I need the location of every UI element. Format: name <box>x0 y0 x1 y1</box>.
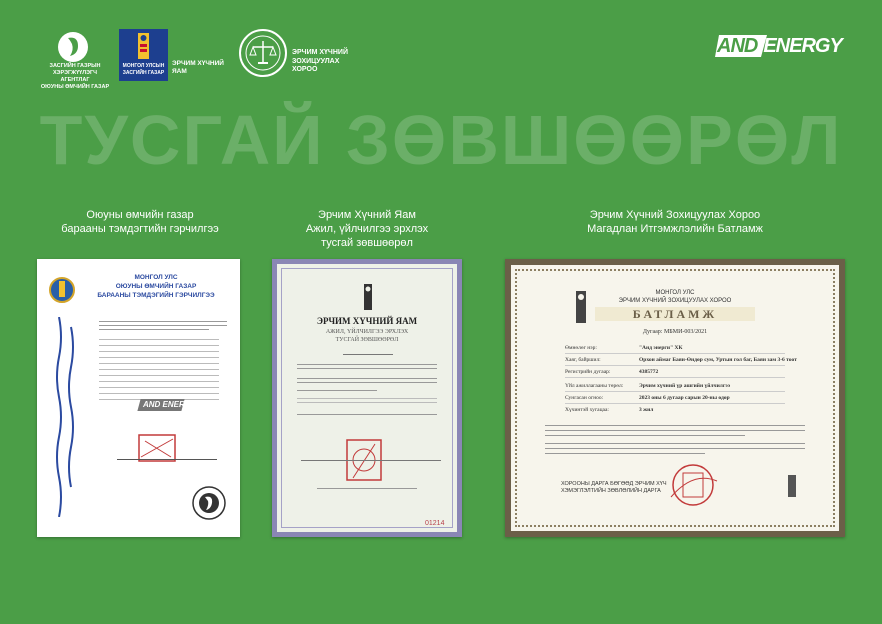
field-row <box>99 345 219 346</box>
trademark-heading: МОНГОЛ УЛС ОЮУНЫ ӨМЧИЙН ГАЗАР БАРААНЫ ТЭМДЭГИЙН ГЭРЧИЛГЭЭ <box>97 274 215 299</box>
signature-line <box>301 460 441 461</box>
text-line <box>545 430 805 431</box>
caption-commission-certificate: Эрчим Хүчний Зохицуулах Хороо Магадлан Итгэмжлэлийн Батламж <box>587 209 763 235</box>
text-line <box>297 402 437 403</box>
caption-ministry-license: Эрчим Хүчний Яам Ажил, үйлчилгээ эрхлэх тусгай зөвшөөрөл <box>305 209 429 249</box>
field-row <box>99 363 219 364</box>
text-line <box>297 414 437 415</box>
brand-name-part-2: ENERGY <box>763 35 842 57</box>
field-row-separator <box>565 377 785 378</box>
text-line <box>297 390 377 391</box>
text-line <box>545 453 705 454</box>
trademark-certificate <box>37 259 240 537</box>
regulatory-commission-emblem-icon <box>238 28 288 78</box>
text-line <box>297 382 437 383</box>
certificate-org: МОНГОЛ УЛС ЭРЧИМ ХҮЧНИЙ ЗОХИЦУУЛАХ ХОРОО <box>618 290 732 304</box>
field-value: 3 жил <box>639 407 654 413</box>
field-row <box>99 357 219 358</box>
text-line <box>99 329 209 330</box>
ip-office-logo <box>56 30 90 64</box>
field-row-separator <box>565 403 785 404</box>
regulatory-commission-logo-text: ЭРЧИМ ХҮЧНИЙ ЗОХИЦУУЛАХ ХОРОО <box>292 49 348 73</box>
state-emblem-icon <box>49 273 75 307</box>
text-line <box>317 488 417 489</box>
field-value: "Анд энерги" ХК <box>639 345 683 351</box>
mongolian-script-decoration <box>51 317 81 517</box>
ministry-license <box>272 259 462 537</box>
field-row <box>99 339 219 340</box>
caption-trademark: Оюуны өмчийн газар барааны тэмдэгтийн гэрчилгээ <box>61 209 219 235</box>
round-seal-icon <box>191 485 227 521</box>
field-row <box>99 375 219 376</box>
text-line <box>297 364 437 365</box>
commission-certificate <box>505 259 845 537</box>
field-value: Эрчим хүчний үр ашгийн үйлчилгээ <box>639 383 731 389</box>
certificate-footer: ХОРООНЫ ДАРГА БӨГӨӨД ЭРЧИМ ХҮЧ ХЭМЭГЛЭЛТИЙН ЗӨВЛӨЛИЙН ДАРГА <box>561 481 667 494</box>
text-line <box>297 378 437 379</box>
field-label: Өмнөлөг нэр: <box>565 345 597 351</box>
field-row-separator <box>565 365 785 366</box>
text-line <box>99 321 227 322</box>
field-row <box>99 387 219 388</box>
text-line <box>297 398 437 399</box>
trademark-stamp-text: AND ENERGY <box>143 400 197 409</box>
small-emblem-icon <box>779 471 805 501</box>
field-row <box>99 351 219 352</box>
government-logo <box>119 29 168 81</box>
ip-office-logo-text: ЗАСГИЙН ГАЗРЫН ХЭРЭГЖҮҮЛЭГЧ АГЕНТЛАГ ОЮУНЫ ӨМЧИЙН ГАЗАР <box>40 63 110 90</box>
field-label: Хаяг, байршил: <box>565 357 601 363</box>
text-line <box>99 325 227 326</box>
field-label: Регистрийн дугаар: <box>565 369 611 375</box>
text-line <box>297 368 437 369</box>
field-label: Сунгасан огноо: <box>565 395 604 401</box>
field-value: 4385772 <box>639 369 659 375</box>
certificate-heading: БАТЛАМЖ <box>632 307 718 321</box>
text-line <box>545 443 805 444</box>
field-row-separator <box>565 391 785 392</box>
ip-office-emblem-icon <box>56 30 90 64</box>
brand-name <box>717 35 842 57</box>
signature-line <box>117 459 217 460</box>
red-seal-icon <box>665 461 721 509</box>
government-logo-text: МОНГОЛ УЛСЫН ЗАСГИЙН ГАЗАР <box>122 63 165 76</box>
field-label: Үйл ажиллагааны төрөл: <box>565 383 624 389</box>
page-title: ТУСГАЙ ЗӨВШӨӨРӨЛ <box>39 101 843 179</box>
text-line <box>545 435 745 436</box>
soyombo-icon <box>359 282 377 312</box>
license-heading: ЭРЧИМ ХҮЧНИЙ ЯАМ <box>316 316 418 326</box>
license-number: 01214 <box>425 520 445 527</box>
field-value: 2023 оны 6 дугаар сарын 20-ны өдөр <box>639 395 730 401</box>
text-line <box>343 354 393 355</box>
text-line <box>545 425 805 426</box>
license-subheading: АЖИЛ, ҮЙЛЧИЛГЭЭ ЭРХЛЭХ ТУСГАЙ ЗӨВШӨӨРӨЛ <box>325 329 409 343</box>
field-value: Орхон аймаг Баян-Өндөр сум, Уртын гол баг, Баян зам 3-6 тоот <box>639 357 797 363</box>
certificate-doc-number: Дугаар: МБМИ-003/2021 <box>642 329 708 335</box>
field-label: Хүчинтэй хугацаа: <box>565 407 609 413</box>
field-row-separator <box>565 353 785 354</box>
field-row <box>99 393 219 394</box>
ministry-logo-text: ЭРЧИМ ХҮЧНИЙ ЯАМ <box>172 60 224 75</box>
soyombo-icon <box>119 29 168 63</box>
field-row <box>99 381 219 382</box>
and-energy-logo <box>715 31 855 61</box>
text-line <box>545 448 805 449</box>
field-row <box>99 369 219 370</box>
brand-name-part-1: AND <box>717 35 758 57</box>
